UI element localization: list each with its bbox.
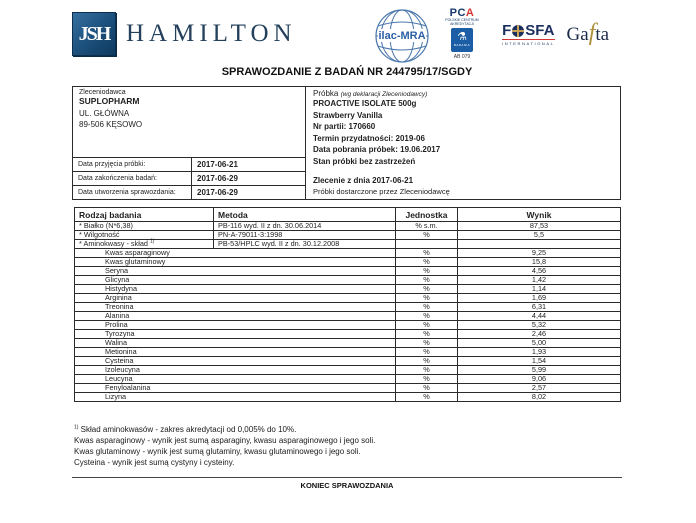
flask-icon: ⚗ xyxy=(457,31,467,44)
sample-panel xyxy=(306,87,620,199)
cell-result: 2,46 xyxy=(458,330,621,339)
cell-analyte-name: Histydyna xyxy=(75,285,396,294)
footnote-line: $^{1)}$ Skład aminokwasów - zakres akredytacji od 0,005% do 10%. xyxy=(74,424,297,434)
cell-analyte-name: Prolina xyxy=(75,321,396,330)
cell-analyte-name: Leucyna xyxy=(75,375,396,384)
footnote-line: Kwas asparaginowy - wynik jest sumą asparaginy, kwasu asparaginowego i jego soli. xyxy=(74,436,376,445)
cell-unit: % xyxy=(396,375,458,384)
gafta-logo: Gafta xyxy=(566,20,610,46)
client-address-line2: 89-506 KĘSOWO xyxy=(79,120,143,129)
cell-method: PN-A-79011-3:1998 xyxy=(214,231,396,240)
report-title: SPRAWOZDANIE Z BADAŃ NR 244795/17/SGDY xyxy=(221,66,473,78)
cell-result: 9,06 xyxy=(458,375,621,384)
pca-logo xyxy=(436,8,488,60)
cell-unit: % xyxy=(396,330,458,339)
cell-unit: % xyxy=(396,366,458,375)
cell-analyte-name: * Wilgotność xyxy=(75,231,214,240)
pca-badania-icon: ⚗ BADANIA xyxy=(451,28,473,52)
cell-analyte-name: Alanina xyxy=(75,312,396,321)
cell-analyte-name: Lizyna xyxy=(75,393,396,402)
results-header-row xyxy=(75,208,621,222)
cell-unit: % xyxy=(396,258,458,267)
svg-text:ilac-MRA: ilac-MRA xyxy=(378,30,426,42)
end-of-report xyxy=(72,477,622,490)
fosfa-logo xyxy=(502,24,555,46)
col-header-jednostka: Jednostka xyxy=(396,208,458,222)
date-row-label: Data przyjęcia próbki: xyxy=(78,161,146,168)
cell-analyte-name: Cysteina xyxy=(75,357,396,366)
cell-unit: % xyxy=(396,393,458,402)
brand xyxy=(72,12,297,56)
order-date: Zlecenie z dnia 2017-06-21 xyxy=(313,176,414,185)
sample-line: Nr partii: 170660 xyxy=(313,122,376,131)
footnotes xyxy=(74,424,621,468)
cell-result: 8,02 xyxy=(458,393,621,402)
cell-analyte-name: * Białko (N*6,38) xyxy=(75,222,214,231)
sample-line: Data pobrania próbek: 19.06.2017 xyxy=(313,145,441,154)
footnote-line: Kwas glutaminowy - wynik jest sumą glutaminy, kwasu glutaminowego i jego soli. xyxy=(74,447,361,456)
cell-result: 5,32 xyxy=(458,321,621,330)
cell-unit: % xyxy=(396,357,458,366)
cell-analyte-name: Glicyna xyxy=(75,276,396,285)
date-row xyxy=(73,157,305,171)
pca-wordmark: PCA xyxy=(449,7,475,19)
cell-unit: % xyxy=(396,321,458,330)
cell-unit: % s.m. xyxy=(396,222,458,231)
jsh-logo-icon xyxy=(72,12,116,56)
cell-unit: % xyxy=(396,339,458,348)
col-header-rodzaj-badania: Rodzaj badania xyxy=(75,208,214,222)
jsh-monogram: JSH xyxy=(78,22,110,45)
info-box xyxy=(72,86,621,200)
cell-unit: % xyxy=(396,348,458,357)
globe-icon xyxy=(512,25,524,37)
date-row xyxy=(73,171,305,185)
cell-analyte-name: Tyrozyna xyxy=(75,330,396,339)
col-header-wynik: Wynik xyxy=(458,208,621,222)
sample-line: Termin przydatności: 2019-06 xyxy=(313,133,425,143)
cell-result: 4,56 xyxy=(458,267,621,276)
cell-analyte-name: Metionina xyxy=(75,348,396,357)
cell-unit: % xyxy=(396,294,458,303)
delivery-note: Próbki dostarczone przez Zleceniodawcę xyxy=(313,186,450,196)
date-row-label: Data utworzenia sprawozdania: xyxy=(78,189,176,196)
cell-unit: % xyxy=(396,384,458,393)
date-row-value: 2017-06-29 xyxy=(191,172,305,185)
ilac-mra-logo-icon xyxy=(374,8,430,64)
date-row-value: 2017-06-21 xyxy=(191,158,305,171)
fosfa-subtitle: INTERNATIONAL xyxy=(502,41,555,46)
cell-unit: % xyxy=(396,303,458,312)
client-address-line1: UL. GŁÓWNA xyxy=(79,108,130,118)
pca-caption: POLSKIE CENTRUM AKREDYTACJI xyxy=(445,18,479,26)
date-row-label: Data zakończenia badań: xyxy=(78,175,157,182)
cell-analyte-name: * Aminokwasy - skład $^{1)}$ xyxy=(75,240,214,249)
cell-analyte-name: Kwas glutaminowy xyxy=(75,258,396,267)
cell-analyte-name: Izoleucyna xyxy=(75,366,396,375)
table-row xyxy=(75,393,621,402)
client-name: SUPLOPHARM xyxy=(79,96,140,106)
date-row xyxy=(73,185,305,199)
sample-line: Stan próbki bez zastrzeżeń xyxy=(313,156,416,166)
fosfa-wordmark: F SFA xyxy=(502,22,555,39)
cell-unit: % xyxy=(396,312,458,321)
cell-result: 1,93 xyxy=(458,348,621,357)
cell-result: 15,8 xyxy=(458,258,621,267)
table-row xyxy=(75,231,621,240)
cell-unit: % xyxy=(396,276,458,285)
cell-result: 4,44 xyxy=(458,312,621,321)
cell-result: 5,5 xyxy=(458,231,621,240)
cell-result: 1,42 xyxy=(458,276,621,285)
cell-analyte-name: Fenyloalanina xyxy=(75,384,396,393)
cell-analyte-name: Seryna xyxy=(75,267,396,276)
date-row-value: 2017-06-29 xyxy=(191,186,305,199)
footnote-line: Cysteina - wynik jest sumą cystyny i cysteiny. xyxy=(74,458,235,467)
cell-analyte-name: Treonina xyxy=(75,303,396,312)
cell-unit: % xyxy=(396,267,458,276)
cell-analyte-name: Walina xyxy=(75,339,396,348)
cell-result: 87,53 xyxy=(458,222,621,231)
cell-result: 9,25 xyxy=(458,249,621,258)
cell-unit: % xyxy=(396,249,458,258)
end-of-report-label: KONIEC SPRAWOZDANIA xyxy=(300,481,394,490)
brand-name: HAMILTON xyxy=(126,20,297,47)
cell-result: 1,14 xyxy=(458,285,621,294)
sample-line: PROACTIVE ISOLATE 500g xyxy=(313,99,417,108)
cell-method: PB-116 wyd. II z dn. 30.06.2014 xyxy=(214,222,396,231)
client-panel xyxy=(73,87,306,199)
cell-result: 5,00 xyxy=(458,339,621,348)
client-block xyxy=(73,87,305,157)
sample-line: Strawberry Vanilla xyxy=(313,110,383,120)
cell-result: 5,99 xyxy=(458,366,621,375)
cell-analyte-name: Arginina xyxy=(75,294,396,303)
col-header-metoda: Metoda xyxy=(214,208,396,222)
cell-result: 1,54 xyxy=(458,357,621,366)
client-label: Zleceniodawca xyxy=(79,89,126,96)
sample-label: Próbka (wg deklaracji Zleceniodawcy) xyxy=(313,89,428,98)
results-table xyxy=(74,207,621,402)
pca-accreditation-number: AB 079 xyxy=(453,53,471,60)
cell-result: 6,31 xyxy=(458,303,621,312)
cell-result: 2,57 xyxy=(458,384,621,393)
cell-result: 1,69 xyxy=(458,294,621,303)
sample-label-note: (wg deklaracji Zleceniodawcy) xyxy=(340,91,428,98)
accreditation-logos xyxy=(374,8,609,64)
sample-lines xyxy=(313,98,613,167)
cell-unit: % xyxy=(396,285,458,294)
cell-unit: % xyxy=(396,231,458,240)
cell-analyte-name: Kwas asparaginowy xyxy=(75,249,396,258)
cell-method: PB-53/HPLC wyd. II z dn. 30.12.2008 xyxy=(214,240,396,249)
date-table xyxy=(73,157,305,199)
